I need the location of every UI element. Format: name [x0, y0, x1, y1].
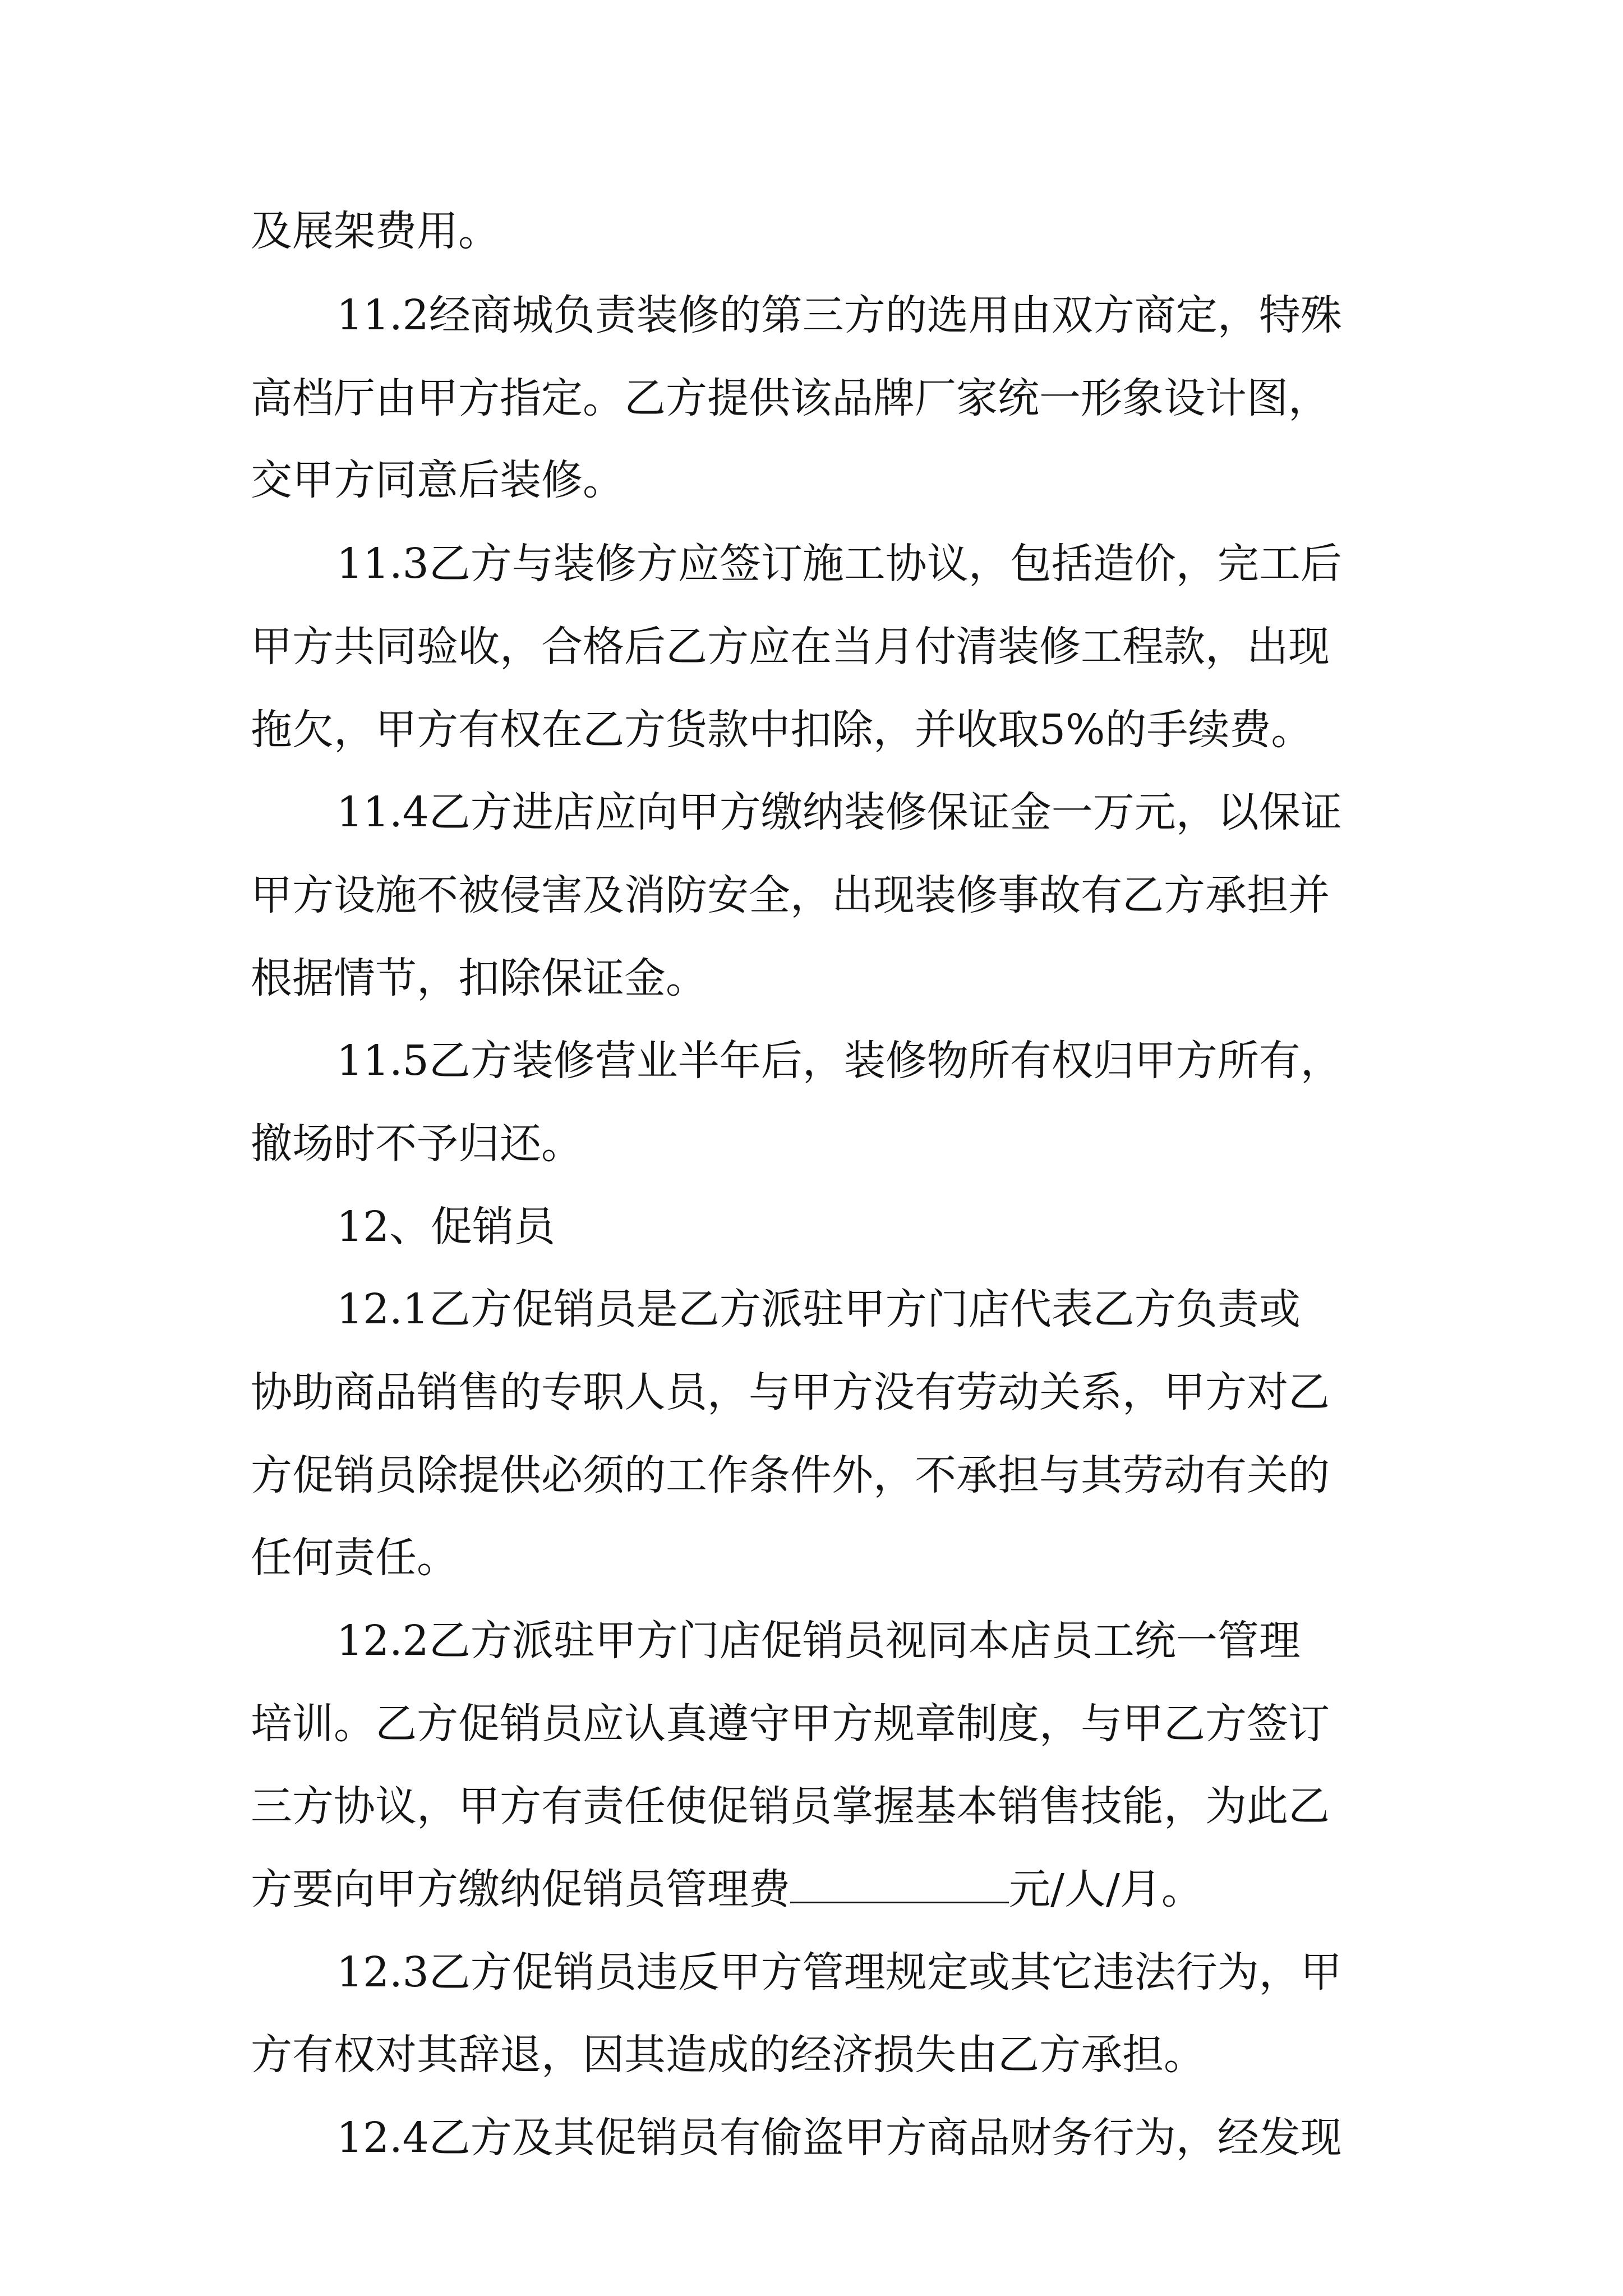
text-line-with-blank [251, 1861, 1203, 1917]
text-line: 三方协议，甲方有责任使促销员掌握基本销售技能，为此乙 [251, 1782, 1330, 1830]
clause-11-2: 11.2经商城负责装修的第三方的选用由双方商定，特殊 [336, 291, 1342, 339]
text-line: 甲方共同验收，合格后乙方应在当月付清装修工程款，出现 [251, 623, 1330, 671]
clause-12-4: 12.4乙方及其促销员有偷盗甲方商品财务行为，经发现 [336, 2114, 1342, 2162]
text-line: 培训。乙方促销员应认真遵守甲方规章制度，与甲乙方签订 [251, 1700, 1330, 1748]
fill-in-blank [790, 1865, 1009, 1903]
fee-unit: 元/人/月。 [1009, 1865, 1203, 1913]
clause-11-4: 11.4乙方进店应向甲方缴纳装修保证金一万元，以保证 [336, 788, 1342, 836]
fee-text: 方要向甲方缴纳促销员管理费 [251, 1865, 790, 1913]
text-line: 甲方设施不被侵害及消防安全，出现装修事故有乙方承担并 [251, 871, 1330, 919]
text-line: 任何责任。 [251, 1534, 458, 1582]
text-line: 交甲方同意后装修。 [251, 456, 624, 504]
text-line: 拖欠，甲方有权在乙方货款中扣除，并收取5%的手续费。 [251, 706, 1313, 754]
text-line: 高档厅由甲方指定。乙方提供该品牌厂家统一形象设计图， [251, 374, 1330, 422]
text-line: 协助商品销售的专职人员，与甲方没有劳动关系，甲方对乙 [251, 1368, 1330, 1416]
text-line: 根据情节，扣除保证金。 [251, 954, 707, 1002]
clause-12-3: 12.3乙方促销员违反甲方管理规定或其它违法行为，甲 [336, 1948, 1342, 1996]
text-line: 撤场时不予归还。 [251, 1120, 583, 1168]
text-line: 方有权对其辞退，因其造成的经济损失由乙方承担。 [251, 2031, 1205, 2079]
clause-12-1: 12.1乙方促销员是乙方派驻甲方门店代表乙方负责或 [336, 1285, 1301, 1333]
clause-11-5: 11.5乙方装修营业半年后，装修物所有权归甲方所有， [336, 1037, 1342, 1085]
text-line: 及展架费用。 [251, 207, 500, 255]
clause-12-2: 12.2乙方派驻甲方门店促销员视同本店员工统一管理 [336, 1617, 1301, 1665]
section-heading-12: 12、促销员 [336, 1203, 556, 1251]
text-line: 方促销员除提供必须的工作条件外，不承担与其劳动有关的 [251, 1451, 1330, 1499]
clause-11-3: 11.3乙方与装修方应签订施工协议，包括造价，完工后 [336, 540, 1342, 588]
